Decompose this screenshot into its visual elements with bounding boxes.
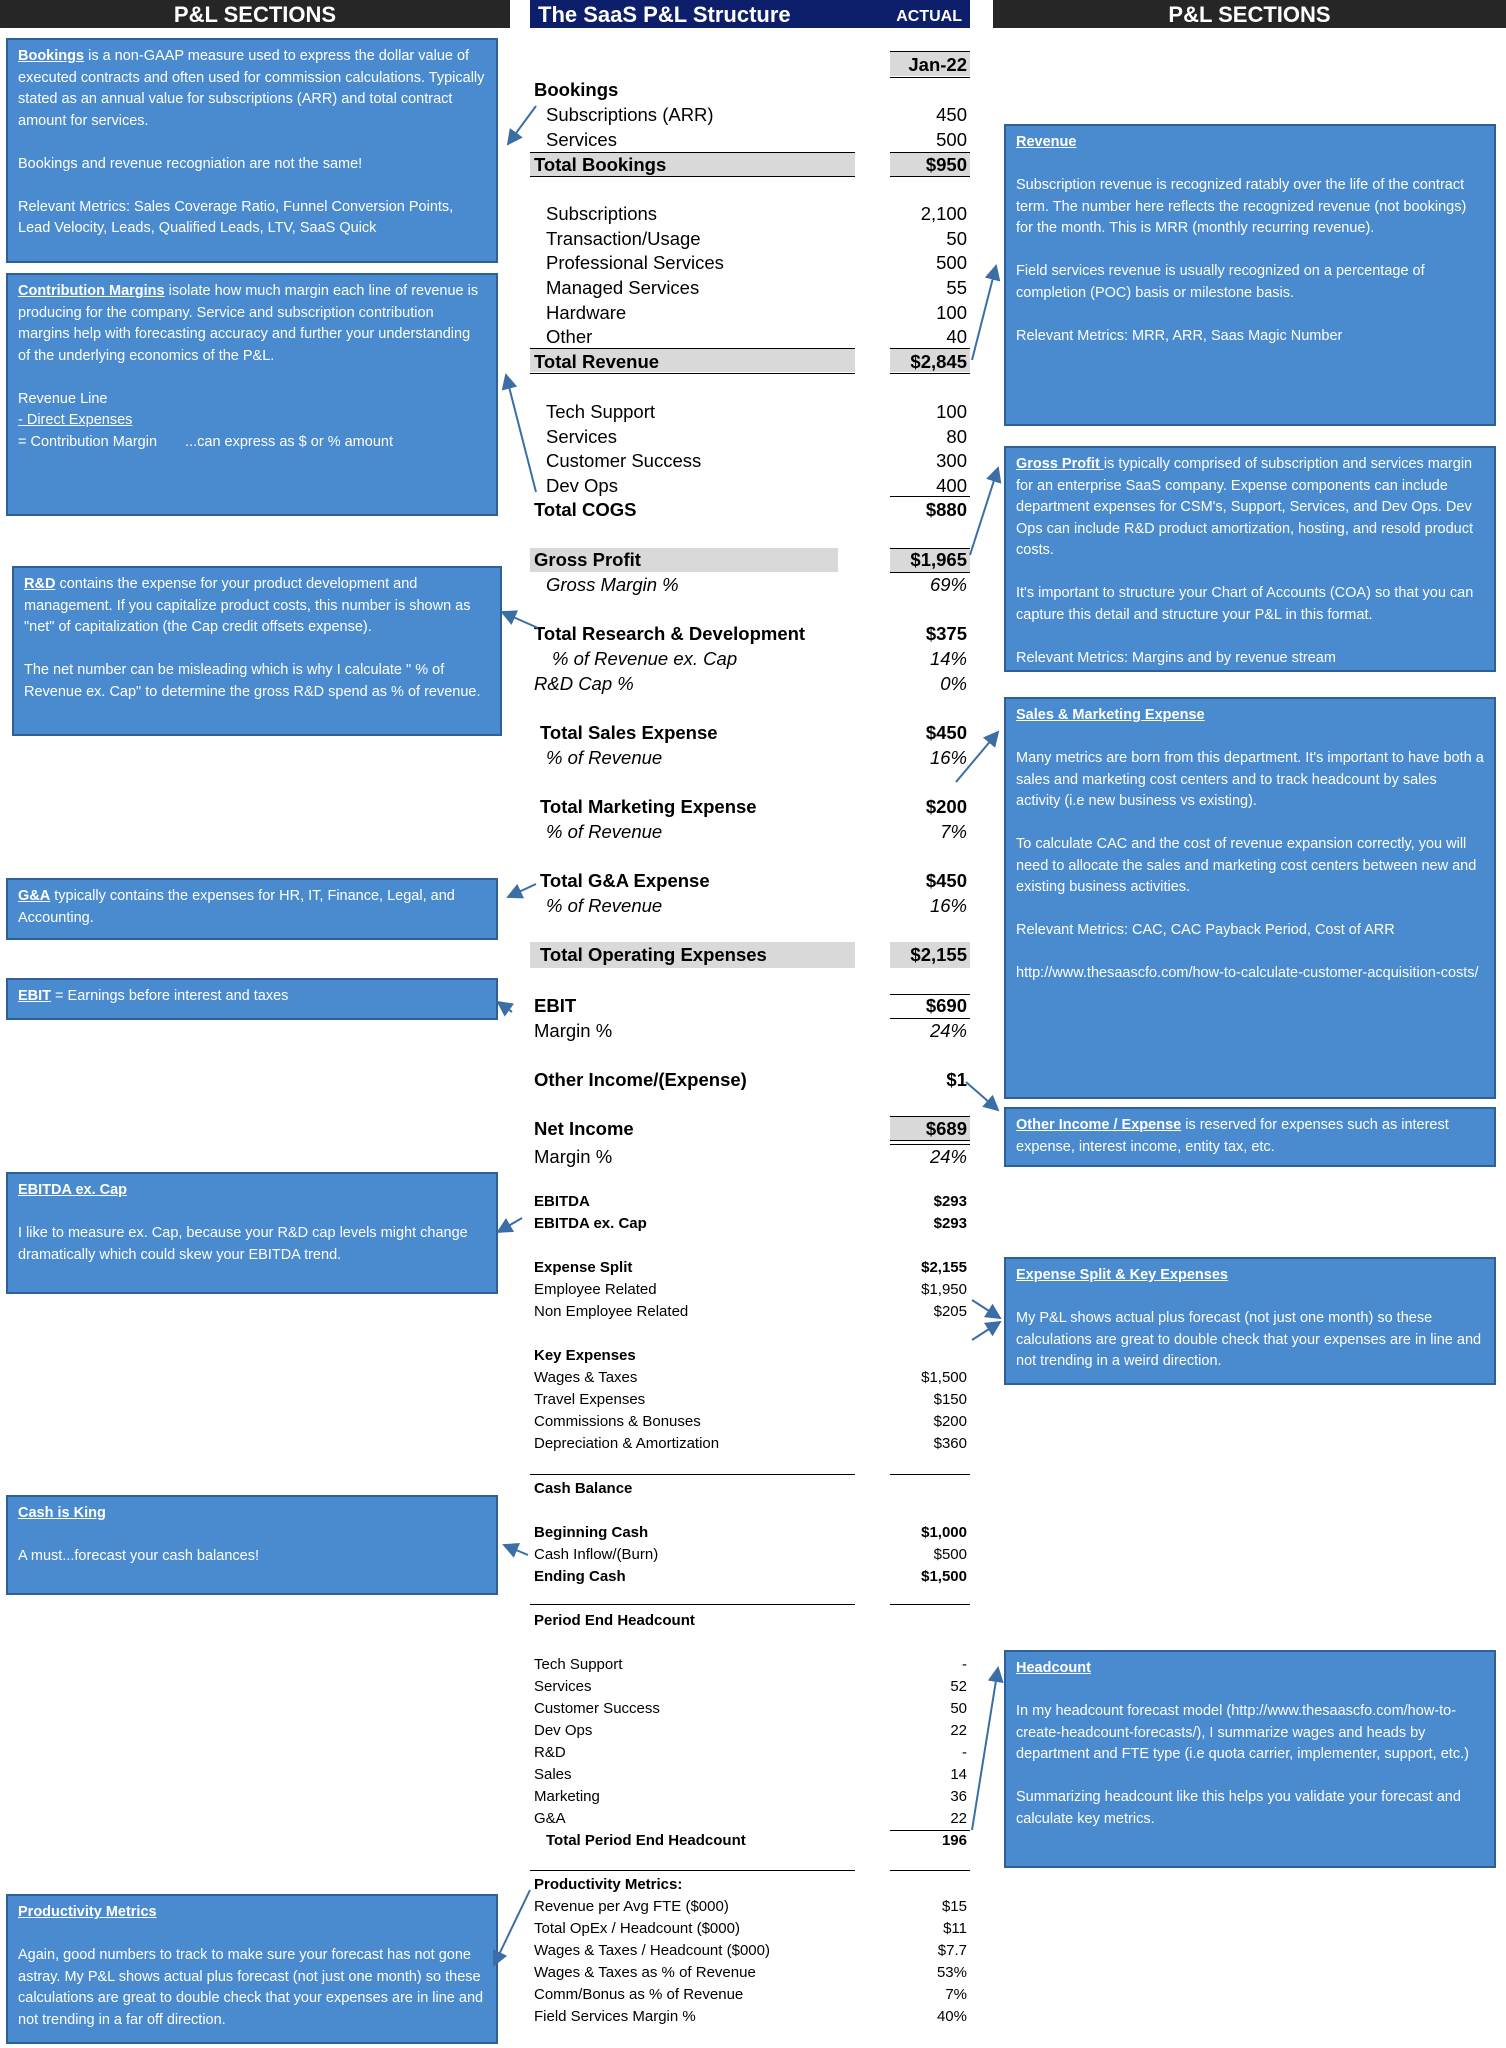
- gross-profit-box-coa: It's important to structure your Chart of Accounts (COA) so that you can capture this detail and structure your P&L in this format.: [1016, 585, 1474, 623]
- row-hc-tech-support: Tech Support -: [534, 1656, 967, 1673]
- headcount-box-text: In my headcount forecast model (http://www.thesaascfo.com/how-to-create-headcount-forecasts/), I summarize wages and heads by department and FTE type (i.e quota carrier, implementer, support, etc.): [1016, 1703, 1469, 1762]
- row-net-margin: Margin % 24%: [534, 1146, 967, 1167]
- row-transaction-usage: Transaction/Usage 50: [546, 228, 967, 249]
- sales-marketing-box-text: Many metrics are born from this department. It's important to have both a sales and marketing cost centers and to track headcount by sales activity (i.e new business vs existing).: [1016, 750, 1484, 809]
- bookings-box-note: Bookings and revenue recogniation are not the same!: [18, 155, 363, 172]
- row-comm-pct-revenue: Comm/Bonus as % of Revenue 7%: [534, 1986, 967, 2003]
- arrow-gross-profit: [970, 468, 998, 555]
- arrow-contribution: [506, 375, 536, 492]
- row-field-services-margin: Field Services Margin % 40%: [534, 2008, 967, 2025]
- row-hc-dev-ops: Dev Ops 22: [534, 1722, 967, 1739]
- revenue-box-metrics: Relevant Metrics: MRR, ARR, Saas Magic Number: [1016, 327, 1343, 344]
- row-marketing-pct: % of Revenue 7%: [546, 821, 967, 842]
- cash-box-title: Cash is King: [18, 1505, 106, 1521]
- row-total-ga: Total G&A Expense $450: [540, 870, 967, 891]
- row-cash-balance: Cash Balance: [534, 1480, 633, 1497]
- row-ending-cash: Ending Cash $1,500: [534, 1568, 967, 1585]
- row-headcount-title: Period End Headcount: [534, 1612, 695, 1629]
- row-sales-pct: % of Revenue 16%: [546, 747, 967, 768]
- sales-marketing-box-metrics: Relevant Metrics: CAC, CAC Payback Period, Cost of ARR: [1016, 922, 1395, 938]
- arrow-expense-split-1: [972, 1300, 1000, 1318]
- revenue-box-title: Revenue: [1016, 134, 1077, 150]
- row-commissions: Commissions & Bonuses $200: [534, 1413, 967, 1430]
- column-header-month: Jan-22: [908, 54, 967, 75]
- contribution-line-3: = Contribution Margin: [18, 433, 158, 450]
- cash-box-text: A must...forecast your cash balances!: [18, 1548, 259, 1564]
- row-other: Other 40: [546, 326, 967, 347]
- gross-profit-box-metrics: Relevant Metrics: Margins and by revenue stream: [1016, 649, 1336, 666]
- arrow-ga: [508, 884, 536, 897]
- actual-label: ACTUAL: [896, 8, 962, 25]
- productivity-box-text: Again, good numbers to track to make sure your forecast has not gone astray. My P&L shows actual plus forecast (not just one month) so these calculations are great to double check that your expenses are in line and not trending in a far off direction.: [18, 1947, 484, 2028]
- bookings-box-metrics: Relevant Metrics: Sales Coverage Ratio, Funnel Conversion Points, Lead Velocity, Leads, Qualified Leads, LTV, SaaS Quick: [18, 198, 454, 236]
- row-ebitda-ex-cap: EBITDA ex. Cap $293: [534, 1215, 967, 1232]
- ga-box-text: typically contains the expenses for HR, IT, Finance, Legal, and Accounting.: [18, 888, 455, 926]
- row-rd-pct-revenue: % of Revenue ex. Cap 14%: [552, 648, 967, 669]
- row-non-employee-related: Non Employee Related $205: [534, 1303, 967, 1320]
- arrow-rd: [502, 612, 538, 628]
- sales-marketing-box-cac: To calculate CAC and the cost of revenue expansion correctly, you will need to allocate the sales and marketing cost centers between new and existing business activities.: [1016, 836, 1477, 895]
- row-total-marketing: Total Marketing Expense $200: [540, 796, 967, 817]
- row-dev-ops: Dev Ops 400: [546, 475, 967, 496]
- left-section-header: P&L SECTIONS: [0, 0, 510, 28]
- contribution-line-2: - Direct Expenses: [18, 412, 133, 428]
- sales-marketing-box-title: Sales & Marketing Expense: [1016, 707, 1205, 723]
- row-hc-customer-success: Customer Success 50: [534, 1700, 967, 1717]
- row-ebitda: EBITDA $293: [534, 1193, 967, 1210]
- row-opex-per-headcount: Total OpEx / Headcount ($000) $11: [534, 1920, 967, 1937]
- sales-marketing-box-link[interactable]: http://www.thesaascfo.com/how-to-calculate-customer-acquisition-costs/: [1016, 965, 1479, 981]
- row-total-rd: Total Research & Development $375: [534, 623, 967, 644]
- arrow-ebitda: [498, 1218, 522, 1232]
- other-income-box-text: is reserved for expenses such as interest expense, interest income, entity tax, etc.: [1016, 1117, 1449, 1155]
- row-employee-related: Employee Related $1,950: [534, 1281, 967, 1298]
- arrow-bookings: [508, 106, 536, 144]
- row-gross-margin: Gross Margin % 69%: [546, 574, 967, 595]
- row-total-revenue: Total Revenue $2,845: [534, 351, 967, 372]
- row-hc-marketing: Marketing 36: [534, 1788, 967, 1805]
- ebitda-box-text: I like to measure ex. Cap, because your R&D cap levels might change dramatically which could skew your EBITDA trend.: [18, 1225, 468, 1263]
- row-total-cogs: Total COGS $880: [534, 499, 967, 520]
- row-tech-support: Tech Support 100: [546, 401, 967, 422]
- headcount-box-title: Headcount: [1016, 1660, 1091, 1676]
- expense-split-box-title: Expense Split & Key Expenses: [1016, 1267, 1228, 1283]
- row-hc-ga: G&A 22: [534, 1810, 967, 1827]
- row-wages-pct-revenue: Wages & Taxes as % of Revenue 53%: [534, 1964, 967, 1981]
- arrow-cash: [504, 1545, 528, 1555]
- revenue-box-field: Field services revenue is usually recognized on a percentage of completion (POC) basis or milestone basis.: [1016, 263, 1425, 301]
- row-hc-total: Total Period End Headcount 196: [546, 1832, 967, 1849]
- row-hardware: Hardware 100: [546, 302, 967, 323]
- row-wages-taxes: Wages & Taxes $1,500: [534, 1369, 967, 1386]
- contribution-line-3b: ...can express as $ or % amount: [185, 433, 393, 450]
- arrow-other-income: [966, 1082, 998, 1110]
- row-subscriptions: Subscriptions 2,100: [546, 203, 967, 224]
- row-expense-split: Expense Split $2,155: [534, 1259, 967, 1276]
- ebit-box-text: = Earnings before interest and taxes: [51, 988, 289, 1004]
- row-depreciation: Depreciation & Amortization $360: [534, 1435, 967, 1452]
- headcount-box-summary: Summarizing headcount like this helps you validate your forecast and calculate key metrics.: [1016, 1789, 1461, 1827]
- row-total-sales: Total Sales Expense $450: [540, 722, 967, 743]
- row-total-bookings: Total Bookings $950: [534, 154, 967, 175]
- row-total-opex: Total Operating Expenses $2,155: [540, 944, 967, 965]
- right-section-header: P&L SECTIONS: [993, 0, 1506, 28]
- row-hc-services: Services 52: [534, 1678, 967, 1695]
- arrow-revenue: [972, 266, 996, 360]
- contribution-box-title: Contribution Margins: [18, 283, 165, 299]
- row-travel: Travel Expenses $150: [534, 1391, 967, 1408]
- row-ebit: EBIT $690: [534, 995, 967, 1016]
- row-cash-inflow: Cash Inflow/(Burn) $500: [534, 1546, 967, 1563]
- ebit-box-title: EBIT: [18, 988, 52, 1004]
- row-gross-profit: Gross Profit $1,965: [534, 549, 967, 570]
- row-productivity-title: Productivity Metrics:: [534, 1876, 683, 1893]
- row-bookings-title: Bookings: [534, 79, 619, 100]
- row-subscriptions-arr: Subscriptions (ARR) 450: [546, 104, 967, 125]
- row-customer-success: Customer Success 300: [546, 450, 967, 471]
- row-professional-services: Professional Services 500: [546, 252, 967, 273]
- bookings-box-title: Bookings: [18, 48, 85, 64]
- row-key-expenses: Key Expenses: [534, 1347, 636, 1364]
- row-managed-services: Managed Services 55: [546, 277, 967, 298]
- row-other-income: Other Income/(Expense) $1: [534, 1069, 967, 1090]
- row-services-bookings: Services 500: [546, 129, 967, 150]
- contribution-line-1: Revenue Line: [18, 390, 108, 407]
- arrow-headcount: [972, 1668, 998, 1830]
- row-net-income: Net Income $689: [534, 1118, 967, 1139]
- pl-structure-title: The SaaS P&L Structure: [538, 2, 791, 27]
- expense-split-box-text: My P&L shows actual plus forecast (not just one month) so these calculations are great to double check that your expenses are in line and not trending in a weird direction.: [1016, 1310, 1482, 1369]
- row-hc-sales: Sales 14: [534, 1766, 967, 1783]
- arrow-expense-split-2: [972, 1322, 1000, 1340]
- contribution-box-text: isolate how much margin each line of revenue is producing for the company. Service and subscription contribution margins help with forecasting accuracy and further your understanding of the underlying economics of the P&L.: [18, 283, 479, 364]
- rd-box-text: contains the expense for your product development and management. If you capitalize product costs, this number is shown as "net" of capitalization (the Cap credit offsets expense).: [24, 576, 471, 635]
- bookings-box-text: is a non-GAAP measure used to express the dollar value of executed contracts and often used for commission calculations. Typically stated as an annual value for subscriptions (ARR) and total contract amount for services.: [18, 48, 485, 129]
- arrow-productivity: [494, 1890, 530, 1965]
- row-ga-pct: % of Revenue 16%: [546, 895, 967, 916]
- other-income-box-title: Other Income / Expense: [1016, 1117, 1182, 1133]
- arrow-ebit: [498, 1002, 512, 1012]
- ga-box-title: G&A: [18, 888, 51, 904]
- row-rd-cap: R&D Cap % 0%: [534, 673, 967, 694]
- row-ebit-margin: Margin % 24%: [534, 1020, 967, 1041]
- gross-profit-box-title: Gross Profit: [1016, 456, 1104, 472]
- gross-profit-box-text: is typically comprised of subscription and services margin for an enterprise SaaS company. Expense components can include department expenses for CSM's, Support, Services, and Dev Ops. Dev Ops can include R&D product amortization, hosting, and resold product costs.: [1016, 456, 1473, 558]
- rd-box-title: R&D: [24, 576, 56, 592]
- row-beginning-cash: Beginning Cash $1,000: [534, 1524, 967, 1541]
- row-hc-rd: R&D -: [534, 1744, 967, 1761]
- productivity-box-title: Productivity Metrics: [18, 1904, 157, 1920]
- row-services-cogs: Services 80: [546, 426, 967, 447]
- row-revenue-per-fte: Revenue per Avg FTE ($000) $15: [534, 1898, 967, 1915]
- arrow-sales: [956, 732, 998, 782]
- row-wages-per-headcount: Wages & Taxes / Headcount ($000) $7.7: [534, 1942, 967, 1959]
- ebitda-box-title: EBITDA ex. Cap: [18, 1182, 128, 1198]
- rd-box-note: The net number can be misleading which is why I calculate " % of Revenue ex. Cap" to determine the gross R&D spend as % of revenue.: [24, 662, 481, 700]
- revenue-box-text: Subscription revenue is recognized ratably over the life of the contract term. The number here reflects the recognized revenue (not bookings) for the month. This is MRR (monthly recurring revenue).: [1016, 177, 1467, 236]
